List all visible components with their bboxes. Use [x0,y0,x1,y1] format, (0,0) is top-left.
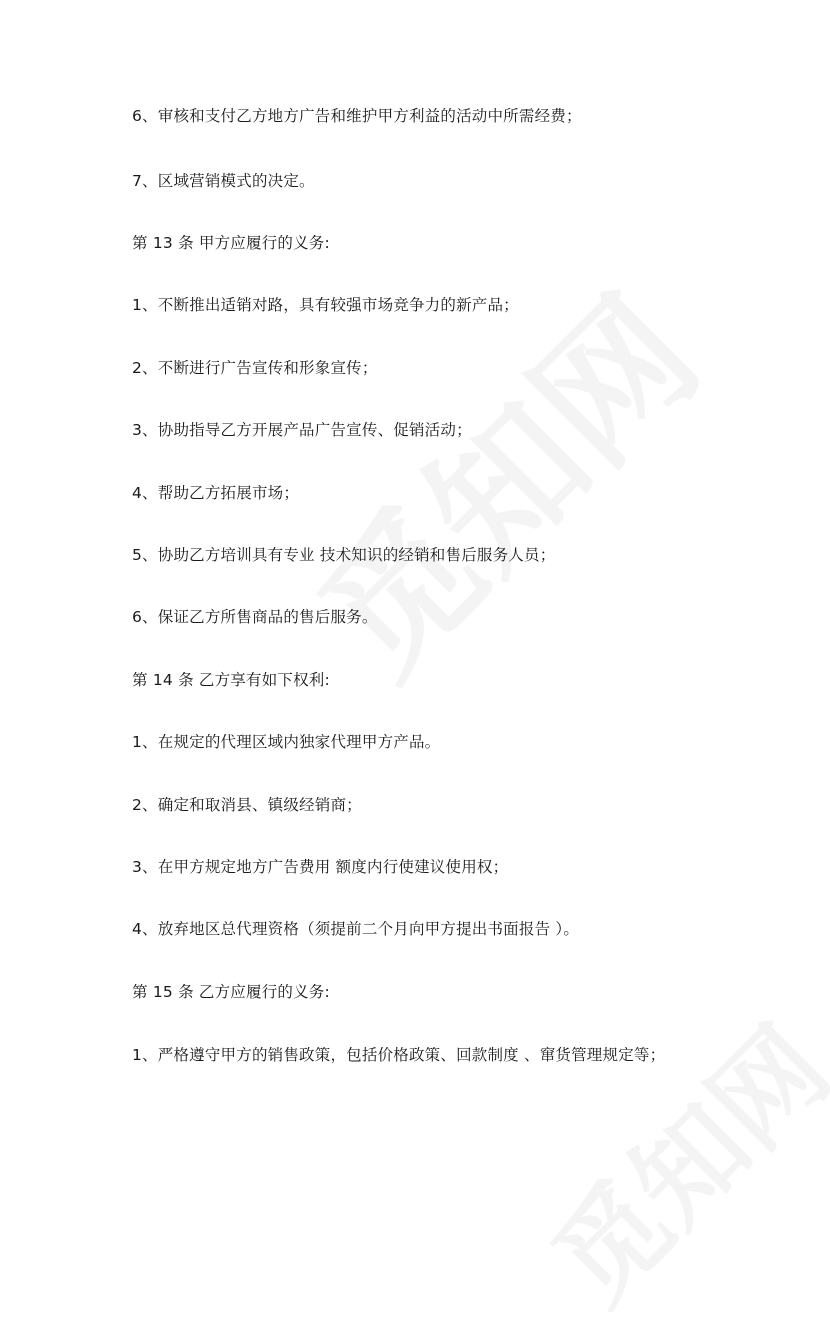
list-item: 2、确定和取消县、镇级经销商； [132,796,362,814]
list-item: 1、在规定的代理区域内独家代理甲方产品。 [132,733,441,751]
watermark [512,986,830,1331]
list-item: 7、区域营销模式的决定。 [132,172,315,190]
section-heading: 第 15 条 乙方应履行的义务: [132,983,330,1001]
section-heading: 第 14 条 乙方享有如下权利: [132,671,330,689]
list-item: 6、审核和支付乙方地方广告和维护甲方利益的活动中所需经费； [132,107,582,125]
list-item: 6、保证乙方所售商品的售后服务。 [132,608,378,626]
section-heading: 第 13 条 甲方应履行的义务: [132,234,330,252]
list-item: 2、不断进行广告宣传和形象宣传； [132,359,378,377]
list-item: 4、放弃地区总代理资格（须提前二个月向甲方提出书面报告 ）。 [132,920,580,938]
list-item: 1、严格遵守甲方的销售政策，包括价格政策、回款制度 、窜货管理规定等； [132,1046,666,1064]
list-item: 3、在甲方规定地方广告费用 额度内行使建议使用权； [132,858,509,876]
list-item: 3、协助指导乙方开展产品广告宣传、促销活动； [132,421,472,439]
list-item: 5、协助乙方培训具有专业 技术知识的经销和售后服务人员； [132,546,556,564]
list-item: 4、帮助乙方拓展市场； [132,484,300,502]
list-item: 1、不断推出适销对路，具有较强市场竞争力的新产品； [132,296,519,314]
